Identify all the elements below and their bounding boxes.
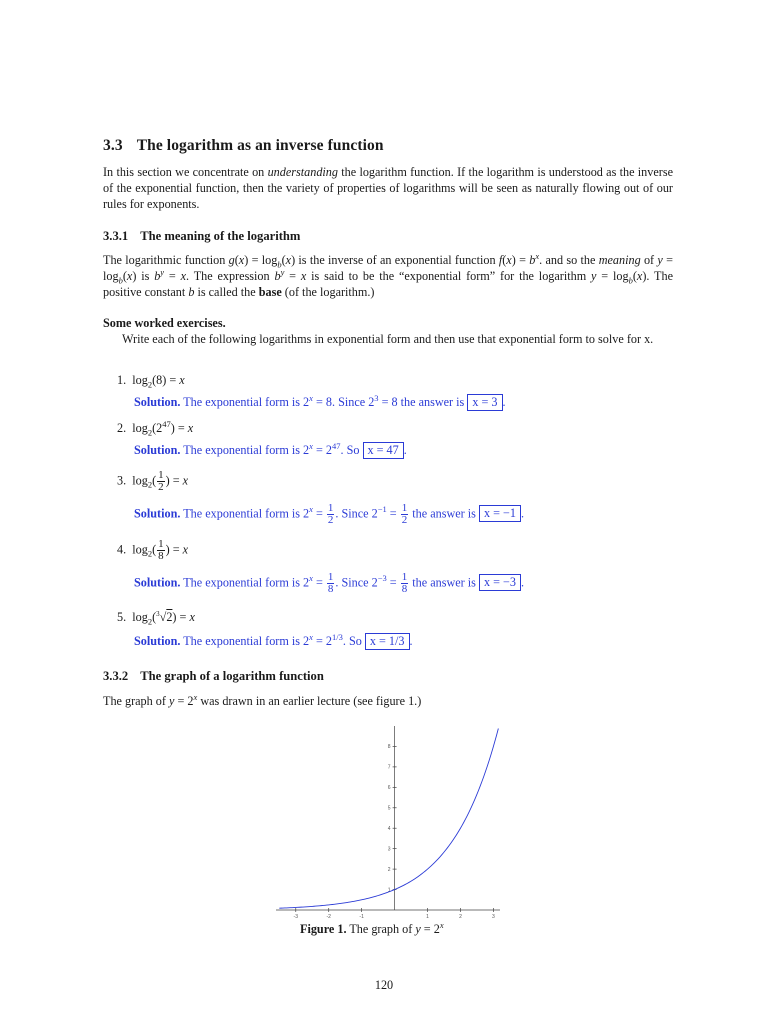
graph-intro-text: was drawn in an earlier lecture (see figure 1.) (200, 694, 422, 708)
answer-box: x = 1/3 (365, 633, 410, 650)
y-tick-label: 8 (387, 744, 391, 751)
graph-intro: The graph of $y = 2^x$ was drawn in an earlier lecture (see figure 1.) (103, 691, 422, 708)
meaning-bold: base (258, 285, 282, 299)
meaning-paragraph: The logarithmic function $g(x) = \log_b(x)$ is the inverse of an exponential function $f(x) = b^x$. and so the meaning of $y = \log_b(x)$ is $b^y = x$. The expression $b^y = x$ is said to be the “exponential form” for the logarithm $y = \log_b(x)$. The positive constant b is called the base (of the logarithm.) (103, 250, 674, 299)
exercise-4: 4. $\log_2$( $\frac{1}{8}$ ) = x (117, 538, 189, 562)
page-number: 120 (374, 978, 394, 992)
meaning-text: . The expression (186, 269, 275, 283)
meaning-text: . The positive constant (103, 269, 674, 299)
meaning-text: is the inverse of an exponential function (295, 253, 499, 267)
subsection-2-text: The graph of a logarithm function (140, 669, 324, 683)
solution-label: Solution. (134, 395, 181, 409)
exercise-1: 1. $\log_2(8) = x$ (117, 373, 185, 390)
section-title (103, 137, 384, 155)
solution-label: Solution. (134, 443, 181, 457)
exercise-number: 5. (117, 610, 127, 624)
solution-label: Solution. (134, 575, 181, 590)
meaning-text: . and so the (539, 253, 599, 267)
x-tick-label: -1 (359, 914, 364, 918)
y-tick-label: 3 (387, 846, 391, 853)
figure-label: Figure 1. (300, 922, 347, 936)
solution-text: The exponential form is 2 (183, 443, 310, 457)
y-tick-label: 5 (387, 805, 391, 812)
x-tick-label: -3 (293, 914, 298, 918)
solution-label: Solution. (134, 506, 181, 521)
solution-text: The exponential form is 2 (183, 634, 310, 648)
subsection-1-number: 3.3.1 (103, 229, 129, 243)
exercise-number: 4. (117, 542, 127, 557)
y-tick-label: 4 (387, 826, 391, 833)
figure-caption: Figure 1. The graph of $y = 2^x$ (300, 919, 444, 936)
exercise-number: 1. (117, 373, 127, 387)
meaning-text: is called the (194, 285, 259, 299)
intro-emphasis: understanding (267, 165, 338, 179)
y-tick-label: 7 (387, 764, 391, 771)
exercise-5: 5. $\log_2(^3√2) = x$ (117, 609, 195, 627)
answer-box: x = 47 (363, 442, 404, 459)
section-number: 3.3 (103, 137, 123, 154)
intro-text-a: In this section we concentrate on (103, 165, 268, 179)
x-tick-label: 3 (492, 914, 495, 918)
subsection-2-number: 3.3.2 (103, 669, 129, 683)
solution-3: Solution. The exponential form is $2^x$ = $\frac{1}{2}$ . Since $2^{-1}$ = $\frac{1}{2}$ the answer is x = −1 . (134, 502, 525, 526)
exercise-2: 2. $\log_2(2^{47}) = x$ (117, 418, 194, 438)
meaning-text: of (640, 253, 658, 267)
x-tick-label: 2 (459, 914, 462, 918)
exercise-number: 2. (117, 421, 127, 435)
solution-text: The exponential form is 2 (183, 395, 310, 409)
y-tick-label: 2 (387, 866, 391, 873)
y-tick-label: 1 (387, 887, 391, 894)
answer-box: x = 3 (467, 394, 502, 411)
solution-1: Solution. The exponential form is $2^x = 8$. Since $2^3 = 8$ the answer is x = 3 . (134, 392, 506, 409)
x-tick-label: -2 (326, 914, 331, 918)
solution-text: The exponential form is 2 (183, 506, 310, 521)
solution-4: Solution. The exponential form is $2^x$ = $\frac{1}{8}$ . Since $2^{-3}$ = $\frac{1}{8}$ the answer is x = −3 . (134, 571, 525, 595)
meaning-text: is said to be the “exponential form” for the logarithm (306, 269, 592, 283)
solution-text: The exponential form is 2 (183, 575, 310, 590)
intro-paragraph (103, 164, 673, 212)
subsection-2-title (103, 669, 324, 684)
y-tick-label: 6 (387, 785, 391, 792)
worked-instruction: Write each of the following logarithms in exponential form and then use that exponential form to solve for x. (122, 332, 654, 346)
section-title-text: The logarithm as an inverse function (136, 137, 384, 154)
worked-heading: Some worked exercises. (103, 316, 226, 330)
subsection-1-text: The meaning of the logarithm (140, 229, 301, 243)
exercise-number: 3. (117, 473, 127, 488)
meaning-text: (of the logarithm.) (281, 285, 375, 299)
solution-5: Solution. The exponential form is $2^x = 2^{1/3}$. So x = 1/3 . (134, 631, 413, 648)
curve-2-to-x (279, 728, 498, 908)
intro-text-b: the logarithm function. If the logarithm is understood as the inverse of the exponential function, then the variety of properties of logarithms will be seen as naturally flowing out of our rules for exponents. (103, 165, 673, 211)
exercise-3: 3. $\log_2$( $\frac{1}{2}$ ) = x (117, 469, 189, 493)
meaning-text: is (136, 269, 155, 283)
answer-box: x = −3 (479, 574, 521, 591)
meaning-emphasis: meaning (598, 253, 641, 267)
meaning-text: The logarithmic function (103, 253, 229, 267)
x-tick-label: 1 (426, 914, 429, 918)
solution-2: Solution. The exponential form is $2^x = 2^{47}$. So x = 47 . (134, 440, 407, 457)
figure-caption-text: The graph of (349, 922, 413, 936)
answer-box: x = −1 (479, 505, 521, 522)
exponential-graph (272, 722, 504, 918)
solution-label: Solution. (134, 634, 181, 648)
subsection-1-title (103, 229, 300, 244)
